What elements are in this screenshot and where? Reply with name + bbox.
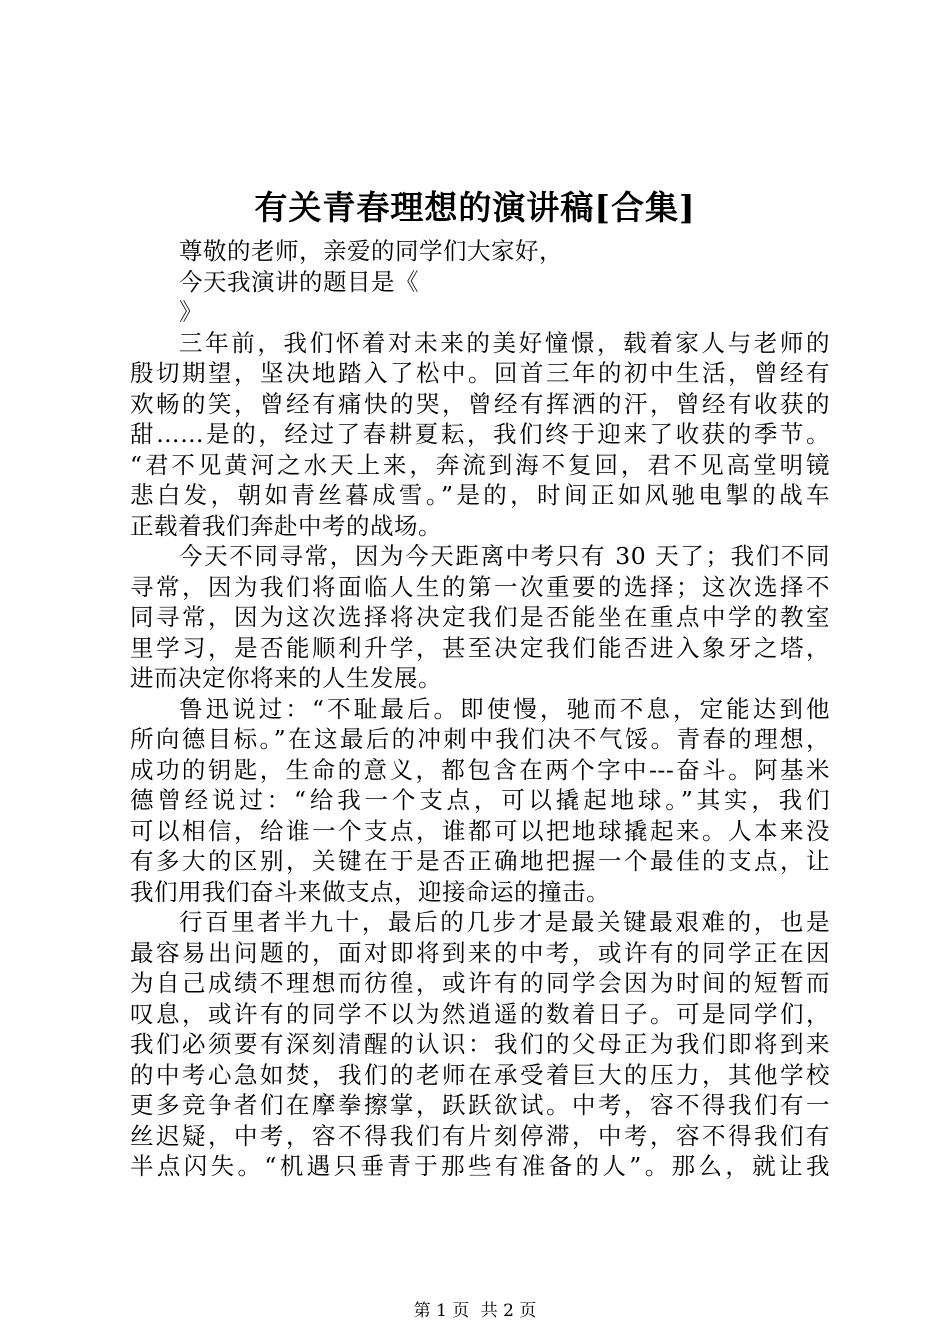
document-title: 有关青春理想的演讲稿[合集] (254, 188, 696, 227)
text-line: 殷切期望，坚决地踏入了松中。回首三年的初中生活，曾经有 (130, 359, 830, 387)
text-line: 为自己成绩不理想而彷徨，或许有的同学会因为时间的短暂而 (130, 969, 830, 997)
text-line: “君不见黄河之水天上来，奔流到海不复回，君不见高堂明镜 (130, 450, 830, 479)
text-line: 进而决定你将来的人生发展。 (130, 664, 442, 692)
text-line: 三年前，我们怀着对未来的美好憧憬，载着家人与老师的 (179, 328, 830, 357)
document-body (130, 236, 830, 1182)
text-line: 今天我演讲的题目是《 (179, 267, 419, 296)
text-line: 我们用我们奋斗来做支点，迎接命运的撞击。 (130, 877, 610, 906)
text-line: 最容易出问题的，面对即将到来的中考，或许有的同学正在因 (130, 938, 830, 967)
page-number: 第 1 页 (413, 1301, 470, 1321)
text-line: 的中考心急如焚，我们的老师在承受着巨大的压力，其他学校 (130, 1060, 830, 1089)
text-line: 》 (179, 298, 203, 326)
text-line: 德曾经说过：“给我一个支点，可以撬起地球。”其实，我们 (130, 786, 830, 814)
text-line: 鲁迅说过：“不耻最后。即使慢，驰而不息，定能达到他 (179, 694, 830, 723)
text-line: 同寻常，因为这次选择将决定我们是否能坐在重点中学的教室 (130, 603, 830, 631)
text-line: 正载着我们奔赴中考的战场。 (130, 511, 442, 540)
text-line: 今天不同寻常，因为今天距离中考只有 30 天了；我们不同 (179, 542, 830, 570)
text-line: 里学习，是否能顺利升学，甚至决定我们能否进入象牙之塔， (130, 633, 830, 662)
text-line: 成功的钥匙，生命的意义，都包含在两个字中---奋斗。阿基米 (130, 755, 830, 784)
text-line: 更多竞争者们在摩拳擦掌，跃跃欲试。中考，容不得我们有一 (130, 1091, 830, 1119)
text-line: 丝迟疑，中考，容不得我们有片刻停滞，中考，容不得我们有 (130, 1121, 830, 1150)
page-footer (0, 1300, 950, 1322)
text-line: 欢畅的笑，曾经有痛快的哭，曾经有挥洒的汗，曾经有收获的 (130, 389, 830, 418)
text-line: 行百里者半九十，最后的几步才是最关键最艰难的，也是 (179, 908, 830, 936)
text-line: 叹息，或许有的同学不以为然逍遥的数着日子。可是同学们， (130, 999, 830, 1028)
text-line: 可以相信，给谁一个支点，谁都可以把地球撬起来。人本来没 (130, 816, 830, 845)
text-line: 寻常，因为我们将面临人生的第一次重要的选择；这次选择不 (130, 572, 830, 601)
text-line: 半点闪失。“机遇只垂青于那些有准备的人”。那么，就让我 (130, 1152, 830, 1180)
text-line: 悲白发，朝如青丝暮成雪。”是的，时间正如风驰电掣的战车 (130, 481, 830, 509)
text-line: 甜……是的，经过了春耕夏耘，我们终于迎来了收获的季节。 (130, 420, 830, 448)
text-line: 所向德目标。”在这最后的冲刺中我们决不气馁。青春的理想， (130, 725, 830, 753)
text-line: 有多大的区别，关键在于是否正确地把握一个最佳的支点，让 (130, 847, 830, 875)
page-total: 共 2 页 (480, 1301, 537, 1321)
text-line: 尊敬的老师，亲爱的同学们大家好， (179, 237, 563, 265)
text-line: 我们必须要有深刻清醒的认识：我们的父母正为我们即将到来 (130, 1030, 830, 1058)
